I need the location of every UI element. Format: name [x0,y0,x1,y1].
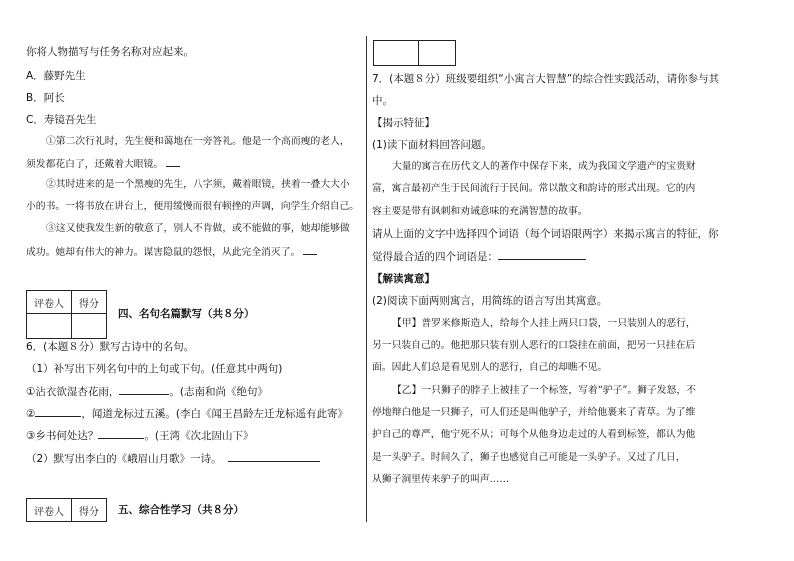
section4-title: 四、名句名篇默写（共８分） [118,308,255,320]
q6-item3: ③乡书何处达？ 。(王湾《次北固山下》 [26,430,254,442]
question-intro: 你将人物描写与任务名称对应起来。 [26,46,194,58]
fable-yi-line1: 【乙】一只狮子的脖子上被挂了一个标签，写着“驴子”。狮子发怒，不 [392,385,696,396]
answer-blank[interactable] [303,244,317,255]
column-divider [366,36,367,522]
part1-question-line2: 觉得最合适的四个词语是： [372,249,586,264]
section5-title: 五、综合性学习（共８分） [118,504,244,516]
answer-blank[interactable] [35,406,81,417]
part2-prompt: (2)阅读下面两则寓言，用简练的语言写出其寓意。 [372,295,608,307]
desc-2-line1: ②其时进来的是一个黑瘦的先生，八字须，戴着眼镜，挟着一叠大大小 [46,179,350,190]
answer-blank[interactable] [166,156,180,167]
answer-blank[interactable] [498,249,586,260]
desc-3-line2: 成功。她却有伟大的神力。谋害隐鼠的怨恨，从此完全消灭了。 [26,244,317,260]
heading-features: 【揭示特征】 [372,117,435,129]
fable-jia-line1: 【甲】普罗米修斯造人，给每个人挂上两只口袋，一只装别人的恶行， [392,318,696,329]
score-table-section4 [26,290,107,339]
part1-question-line1: 请从上面的文字中选择四个词语（每个词语限两字）来揭示寓言的特征，你 [372,228,719,240]
reviewer-cell[interactable] [27,314,72,339]
q6-item1: ①沾衣欲湿杏花雨， 。(志南和尚《绝句》 [26,386,269,398]
desc-1-line2: 须发都花白了，还戴着大眼镜。 [26,156,180,172]
material-line1: 大量的寓言在历代文人的著作中保存下来，成为我国文学遗产的宝贵财 [392,161,696,172]
q6-item2: ② ，闻道龙标过五溪。(李白《闻王昌龄左迁龙标遥有此寄》 [26,408,349,420]
heading-meaning: 【解读寓意】 [372,273,435,285]
answer-blank[interactable] [98,428,144,439]
fable-yi-line2: 停地辩白他是一只狮子，可人们还是叫他驴子，并给他裹来了青草。为了维 [372,407,696,418]
q6-sub2: （2）默写出李白的《峨眉山月歌》一诗。 [26,451,320,466]
option-b: B．阿长 [26,92,65,104]
score-label: 得分 [72,291,107,314]
answer-blank[interactable] [119,384,169,395]
material-line3: 容主要是带有讽刺和劝诫意味的充满智慧的故事。 [372,206,588,217]
q6-sub1: （1）补写出下列名句中的上句或下句。(任意其中两句) [26,363,283,375]
fable-yi-line5: 从狮子洞里传来驴子的叫声…… [372,474,510,485]
reviewer-label: 评卷人 [27,499,72,522]
q7-line1: 7．(本题８分）班级要组织“小寓言大智慧”的综合性实践活动，请你参与其 [372,73,720,85]
fable-jia-line3: 面。因此人们总是看见别人的恶行，自己的却瞧不见。 [372,362,608,373]
reviewer-label: 评卷人 [27,291,72,314]
desc-3-line1: ③这又使我发生新的敬意了，别人不肯做，或不能做的事，她却能够做 [46,223,350,234]
score-box-top [373,40,456,66]
score-label: 得分 [72,499,107,522]
fable-yi-line4: 是一头驴子。时间久了，狮子也感觉自己可能是一头驴子。又过了几日， [372,452,686,463]
score-table-section5 [26,498,107,522]
part1-prompt: (1)读下面材料回答问题。 [372,139,492,151]
option-c: C．寿镜吾先生 [26,114,97,126]
desc-2-line2: 小的书。一将书放在讲台上，便用缓慢而很有顿挫的声调，向学生介绍自己。 [26,201,360,212]
material-line2: 富，寓言最初产生于民间流行于民间。常以散文和韵诗的形式出现。它的内 [372,183,696,194]
answer-blank[interactable] [228,451,320,462]
desc-1-line1: ①第二次行礼时，先生便和蔼地在一旁答礼。他是一个高而瘦的老人， [46,136,350,147]
fable-jia-line2: 另一只装自己的。他把那只装有别人恶行的口袋挂在前面，把另一只挂在后 [372,340,696,351]
fable-yi-line3: 护自己的尊严，他宁死不从；可每个从他身边走过的人看到标签，都认为他 [372,429,696,440]
q7-line2: 中。 [372,95,393,107]
score-cell[interactable] [72,314,107,339]
option-a: A．藤野先生 [26,70,86,82]
q6-title: 6．(本题８分）默写古诗中的名句。 [26,341,195,353]
